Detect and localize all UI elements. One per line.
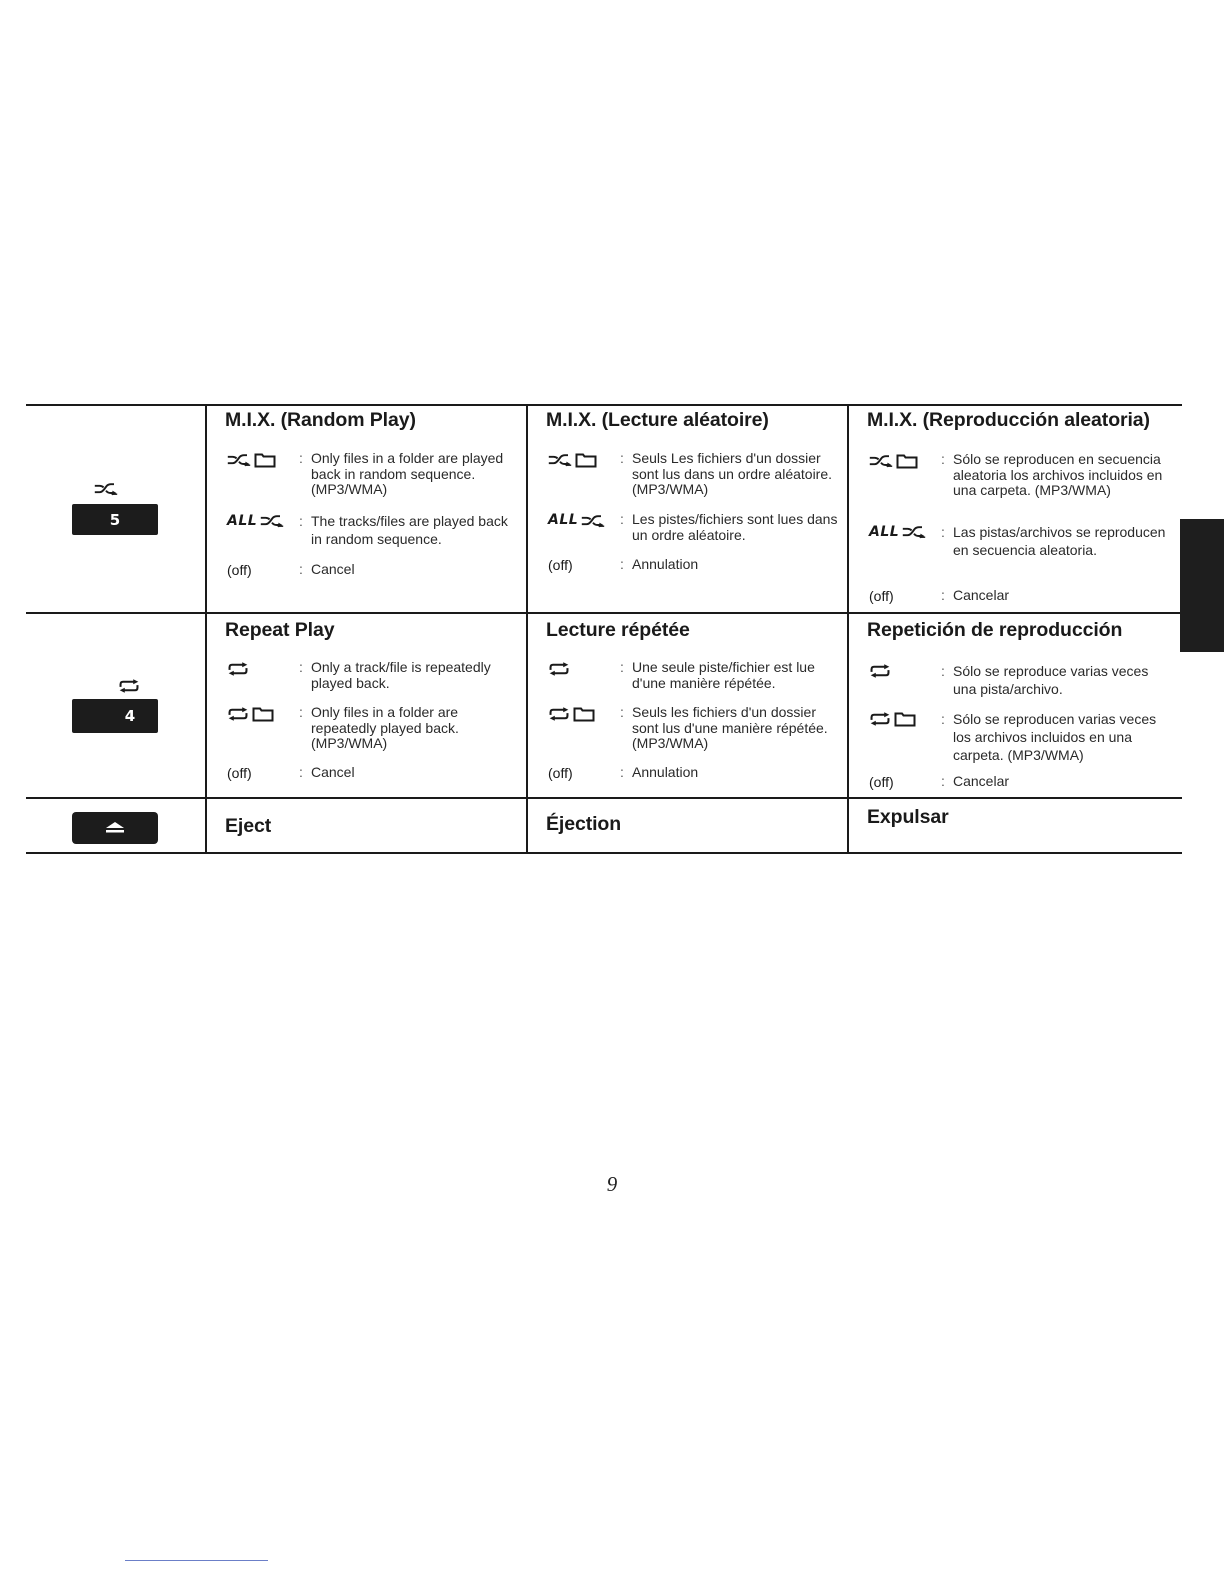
section-tab-marker — [1180, 519, 1224, 652]
key-cell-mix — [26, 404, 205, 612]
key-label: 4 — [124, 707, 136, 725]
entry-description: Cancelar — [953, 773, 1010, 789]
shuffle-icon — [902, 525, 926, 539]
off-label: (off) — [227, 765, 252, 782]
mix-all-entry: ALL : Las pistas/archivos se reproducen en secuencia aleatoria. — [869, 523, 1174, 559]
mix-all-entry: ALL : Les pistes/fichiers sont lues dans un ordre aléatoire. — [548, 511, 838, 543]
repeat-fr-cell — [528, 614, 847, 797]
eject-en-cell — [207, 799, 526, 852]
entry-description: Cancel — [311, 561, 355, 577]
repeat-icon — [869, 712, 891, 726]
folder-icon — [575, 452, 597, 468]
entry-description: Une seule piste/fichier est lue d'une manière répétée. — [632, 659, 815, 691]
section-title: Repeat Play — [225, 619, 335, 641]
mix-folder-entry: : Only files in a folder are played back in random sequence. (MP3/WMA) — [227, 451, 518, 498]
entry-description: Las pistas/archivos se reproducen en secuencia aleatoria. — [953, 524, 1166, 558]
off-label: (off) — [227, 562, 252, 579]
repeat-folder-entry: : Only files in a folder are repeatedly played back. (MP3/WMA) — [227, 705, 518, 752]
repeat-track-entry: : Une seule piste/fichier est lue d'une manière répétée. — [548, 660, 839, 691]
entry-description: Sólo se reproduce varias veces una pista/archivo. — [953, 663, 1149, 697]
folder-icon — [894, 711, 916, 727]
entry-description: Annulation — [632, 764, 699, 780]
section-title: M.I.X. (Random Play) — [225, 409, 416, 431]
entry-description: Sólo se reproducen varias veces los archivos incluidos en una carpeta. (MP3/WMA) — [953, 711, 1157, 763]
mix-off-entry: (off) : Cancel — [227, 562, 518, 578]
shuffle-icon — [94, 482, 118, 496]
all-indicator: ALL — [227, 513, 258, 529]
entry-description: Sólo se reproducen en secuencia aleatoria los archivos incluidos en una carpeta. (MP3/WMA) — [953, 451, 1163, 498]
eject-icon — [102, 821, 128, 835]
mix-off-entry: (off) : Cancelar — [869, 588, 1174, 604]
shuffle-icon — [581, 514, 605, 528]
entry-description: Les pistes/fichiers sont lues dans un ordre aléatoire. — [632, 511, 838, 543]
key-label: 5 — [109, 510, 121, 529]
entry-description: Seuls Les fichiers d'un dossier sont lus dans un ordre aléatoire. (MP3/WMA) — [632, 450, 833, 497]
section-title: Expulsar — [867, 806, 949, 828]
off-label: (off) — [869, 774, 894, 791]
page-number: 9 — [606, 1172, 618, 1196]
eject-button[interactable] — [72, 812, 158, 844]
mix-fr-cell — [528, 404, 847, 612]
section-title: Éjection — [546, 813, 622, 835]
repeat-folder-entry: : Sólo se reproducen varias veces los archivos incluidos en una carpeta. (MP3/WMA) — [869, 710, 1174, 764]
entry-description: Annulation — [632, 556, 699, 572]
section-title: Eject — [225, 815, 272, 837]
key-cell-repeat — [26, 614, 205, 797]
off-label: (off) — [548, 765, 573, 782]
section-title: M.I.X. (Reproducción aleatoria) — [867, 409, 1150, 431]
repeat-icon — [227, 707, 249, 721]
shuffle-icon — [227, 453, 251, 467]
folder-icon — [573, 706, 595, 722]
repeat-icon — [869, 664, 891, 678]
key-cell-eject — [26, 799, 205, 852]
entry-description: Only files in a folder are played back in random sequence. (MP3/WMA) — [311, 450, 504, 497]
entry-description: Cancelar — [953, 587, 1010, 603]
footer-rule — [125, 1560, 268, 1561]
repeat-off-entry: (off) : Cancelar — [869, 774, 1174, 790]
mix-all-entry: ALL : The tracks/files are played back in random sequence. — [227, 512, 518, 548]
mix-en-cell — [207, 404, 526, 612]
key-4-button[interactable] — [72, 699, 158, 733]
folder-icon — [896, 453, 918, 469]
repeat-icon — [227, 662, 249, 676]
repeat-es-cell — [849, 614, 1182, 797]
eject-fr-cell — [528, 799, 847, 852]
repeat-off-entry: (off) : Annulation — [548, 765, 839, 781]
folder-icon — [252, 706, 274, 722]
entry-description: Only a track/file is repeatedly played back. — [311, 659, 491, 691]
repeat-track-entry: : Only a track/file is repeatedly played back. — [227, 660, 518, 691]
shuffle-icon — [260, 514, 284, 528]
entry-description: Cancel — [311, 764, 355, 780]
entry-description: Only files in a folder are repeatedly played back. (MP3/WMA) — [311, 704, 459, 751]
repeat-en-cell — [207, 614, 526, 797]
repeat-track-entry: : Sólo se reproduce varias veces una pista/archivo. — [869, 662, 1174, 698]
off-label: (off) — [548, 557, 573, 574]
entry-description: Seuls les fichiers d'un dossier sont lus d'une manière répétée. (MP3/WMA) — [632, 704, 828, 751]
section-title: M.I.X. (Lecture aléatoire) — [546, 409, 769, 431]
key-5-button[interactable] — [72, 504, 158, 535]
all-indicator: ALL — [548, 512, 579, 529]
mix-off-entry: (off) : Annulation — [548, 557, 839, 573]
repeat-off-entry: (off) : Cancel — [227, 765, 518, 781]
repeat-icon — [548, 662, 570, 676]
entry-description: The tracks/files are played back in random sequence. — [311, 513, 508, 547]
table-rule-bottom — [26, 852, 1182, 854]
shuffle-icon — [869, 454, 893, 468]
mix-folder-entry: : Seuls Les fichiers d'un dossier sont lus dans un ordre aléatoire. (MP3/WMA) — [548, 451, 839, 498]
eject-es-cell — [849, 799, 1182, 852]
section-title: Lecture répétée — [546, 619, 690, 641]
off-label: (off) — [869, 588, 894, 605]
section-title: Repetición de reproducción — [867, 619, 1123, 641]
repeat-folder-entry: : Seuls les fichiers d'un dossier sont lus d'une manière répétée. (MP3/WMA) — [548, 705, 839, 752]
repeat-icon — [118, 679, 140, 693]
shuffle-icon — [548, 453, 572, 467]
mix-es-cell — [849, 404, 1182, 612]
mix-folder-entry: : Sólo se reproducen en secuencia aleatoria los archivos incluidos en una carpeta. (MP3/WMA) — [869, 452, 1174, 499]
all-indicator: ALL — [869, 524, 900, 540]
repeat-icon — [548, 707, 570, 721]
folder-icon — [254, 452, 276, 468]
